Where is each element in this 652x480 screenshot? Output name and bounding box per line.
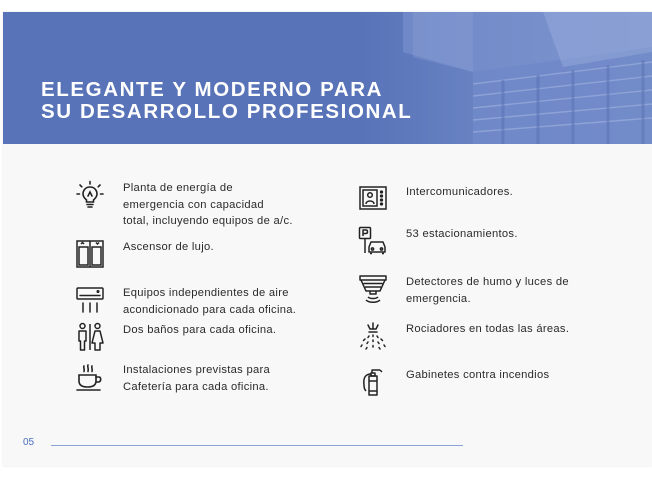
feature-label: 53 estacionamientos.	[406, 228, 518, 240]
feature-label: Planta de energía de emergencia con capacidad total, incluyendo equipos de a/c.	[123, 182, 293, 227]
elevator-icon	[75, 239, 105, 269]
feature-restrooms	[75, 322, 277, 352]
feature-cafeteria	[75, 362, 271, 393]
feature-label: Ascensor de lujo.	[123, 241, 214, 253]
feature-elevator	[75, 239, 214, 269]
feature-sprinklers	[358, 321, 570, 351]
feature-label: Dos baños para cada oficina.	[123, 324, 277, 336]
feature-label: Intercomunicadores.	[406, 186, 514, 198]
parking-icon	[358, 226, 388, 256]
lightbulb-icon	[75, 180, 105, 210]
feature-label: Gabinetes contra incendios	[406, 369, 550, 381]
feature-emergency-power	[75, 180, 293, 227]
feature-smoke-detectors	[358, 274, 569, 305]
title-line-2: SU DESARROLLO PROFESIONAL	[41, 100, 413, 123]
brochure-page	[3, 12, 652, 466]
page-title	[41, 79, 412, 123]
feature-fire-cabinets	[358, 367, 550, 397]
smoke-detector-icon	[358, 274, 388, 304]
title-line-1: ELEGANTE Y MODERNO PARA	[41, 78, 384, 101]
air-conditioner-icon	[75, 285, 105, 315]
feature-label: Equipos independientes de aire acondicionado para cada oficina.	[123, 287, 297, 316]
feature-air-conditioning	[75, 285, 297, 316]
page-number: 05	[23, 437, 35, 448]
coffee-cup-icon	[75, 362, 105, 392]
intercom-icon	[358, 184, 388, 214]
restroom-icon	[75, 322, 105, 352]
feature-label: Detectores de humo y luces de emergencia.	[406, 276, 569, 305]
feature-intercom	[358, 184, 514, 214]
sprinkler-icon	[358, 321, 388, 351]
fire-extinguisher-icon	[358, 367, 388, 397]
feature-label: Instalaciones previstas para Cafetería para cada oficina.	[123, 364, 271, 393]
footer-divider	[51, 445, 463, 446]
feature-parking	[358, 226, 518, 256]
feature-label: Rociadores en todas las áreas.	[406, 323, 570, 335]
header-banner	[3, 12, 652, 144]
